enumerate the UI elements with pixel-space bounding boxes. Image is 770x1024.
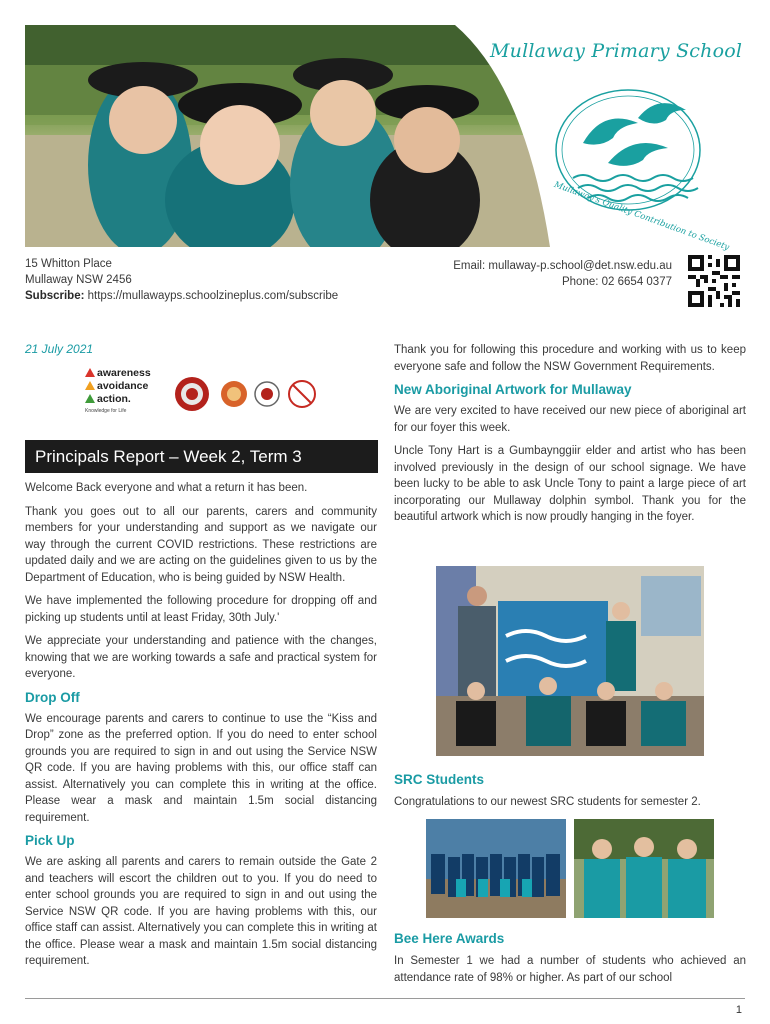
phone-label: Phone: — [561, 276, 599, 288]
bee-here-heading: Bee Here Awards — [394, 931, 505, 946]
qr-code-icon[interactable] — [688, 255, 740, 307]
header-photo — [25, 25, 550, 247]
school-motto: Mullaway's Quality Contribution to Society — [552, 180, 731, 253]
email-label: Email: — [453, 260, 486, 272]
principals-report-banner: Principals Report – Week 2, Term 3 — [25, 440, 378, 473]
artwork-paragraph-1: We are very excited to have received our new piece of aboriginal art for our foyer this week. — [394, 405, 746, 434]
artwork-photo — [436, 566, 704, 756]
report-paragraph-2: Thank you goes out to all our parents, carers and community members for your understanding and support as we navigate our way through the current COVID restrictions. These restrictions are updated daily and we are acting on the guidelines given to us by the Department of Education, who is being guided by NSW Health. — [25, 505, 377, 584]
bee-here-paragraph: In Semester 1 we had a number of students who achieved an attendance rate of 98% or higher. As part of our school — [394, 955, 746, 984]
dropoff-heading: Drop Off — [25, 689, 80, 705]
report-paragraph-4: We appreciate your understanding and patience with the changes, knowing that we are working towards a safe and practical system for everyone. — [25, 635, 377, 680]
school-contact — [453, 258, 672, 290]
src-heading: SRC Students — [394, 772, 485, 787]
school-name: Mullaway Primary School — [490, 40, 743, 62]
page-number: 1 — [735, 1004, 742, 1016]
pickup-heading: Pick Up — [25, 833, 75, 848]
footer-divider — [25, 998, 745, 999]
safety-badges — [172, 375, 322, 413]
address-line1: 15 Whitton Place — [25, 258, 112, 270]
address-line2: Mullaway NSW 2456 — [25, 274, 132, 286]
report-paragraph-1: Welcome Back everyone and what a return it has been. — [25, 482, 308, 494]
src-paragraph: Congratulations to our newest SRC students for semester 2. — [394, 796, 701, 808]
aaa-logo: awareness avoidance action. Knowledge for Life — [85, 367, 151, 414]
src-group-photo — [426, 819, 566, 918]
artwork-paragraph-2: Uncle Tony Hart is a Gumbaynggiir elder and artist who has been involved previously in the design of our school signage. We have been lucky to be able to ask Uncle Tony to paint a large piece of art incorporating our Mullaway dolphin symbol. Thank you for the beautiful artwork which is now proudly hanging in the foyer. — [394, 445, 746, 523]
report-paragraph-3: We have implemented the following procedure for dropping off and picking up students until at least Friday, 30th July.' — [25, 595, 377, 624]
subscribe-link[interactable]: https://mullawayps.schoolzineplus.com/subscribe — [87, 290, 339, 302]
artwork-heading: New Aboriginal Artwork for Mullaway — [394, 382, 632, 397]
procedure-thanks-paragraph: Thank you for following this procedure and working with us to keep everyone safe and follow the NSW Government Requirements. — [394, 344, 746, 373]
phone-number: 02 6654 0377 — [601, 276, 672, 288]
src-students-photo — [574, 819, 714, 918]
email-link[interactable]: mullaway-p.school@det.nsw.edu.au — [488, 260, 672, 272]
subscribe-label: Subscribe: — [25, 290, 85, 302]
newsletter-date: 21 July 2021 — [25, 342, 94, 356]
pickup-paragraph: We are asking all parents and carers to remain outside the Gate 2 and teachers will escort the children out to you. If you do need to enter school grounds you are required to sign in and out using the Service NSW QR code. If you are having problems with this, our office staff can assist. Alternatively you can complete this in writing at the office. Please wear a mask and maintain 1.5m social distancing requirement. — [25, 856, 377, 967]
dropoff-paragraph: We encourage parents and carers to continue to use the “Kiss and Drop” zone as the preferred option. If you do need to enter school grounds you are required to sign in and out using the Service NSW QR code. If you are having problems with this, our office staff can assist. Alternatively you can complete this in writing at the office. Please wear a mask and maintain 1.5m social distancing requirement. — [25, 712, 377, 824]
school-address — [25, 256, 338, 304]
